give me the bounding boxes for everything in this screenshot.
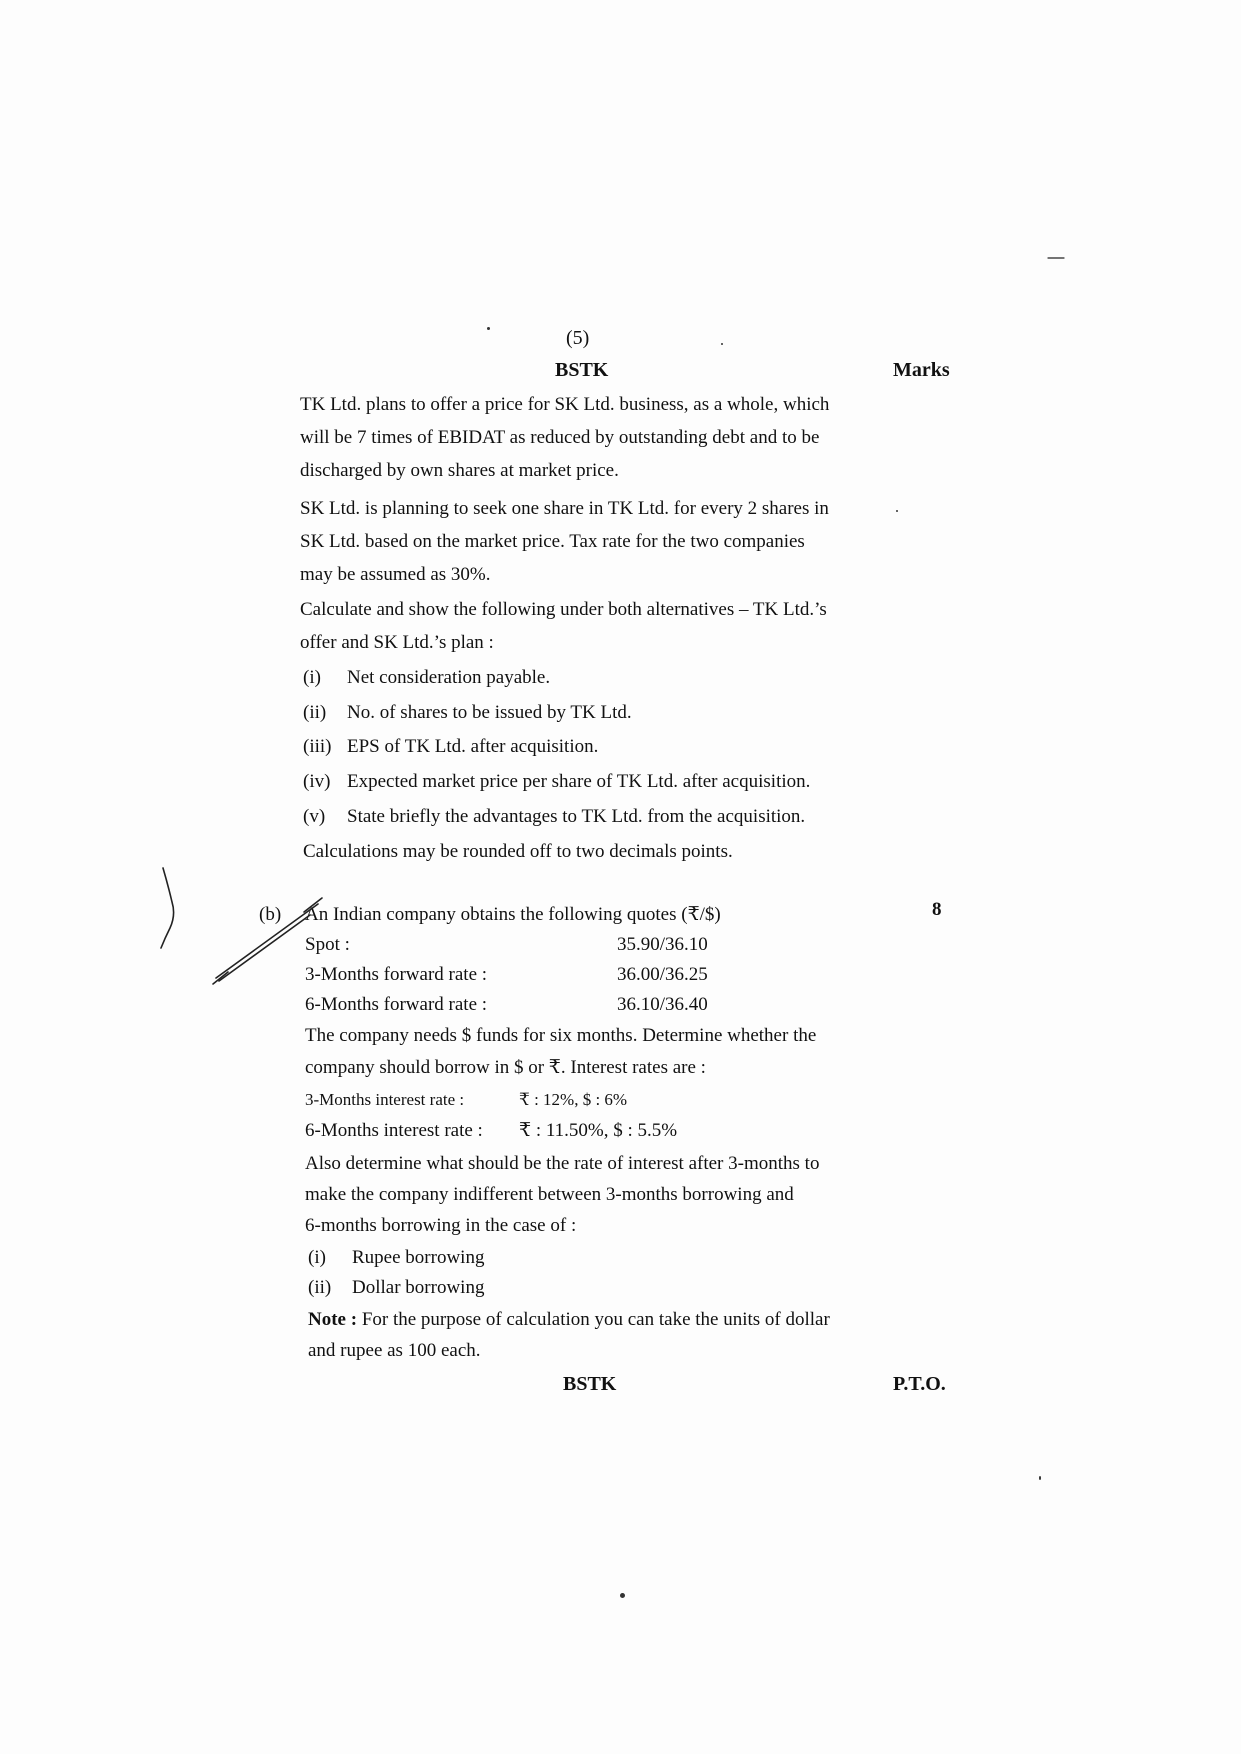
list-item-text: EPS of TK Ltd. after acquisition. — [347, 736, 599, 757]
list-item-number: (iv) — [303, 771, 331, 792]
note-text: For the purpose of calculation you can take the units of dollar — [361, 1309, 830, 1330]
paragraph-line: offer and SK Ltd.’s plan : — [300, 632, 494, 653]
paragraph-line: and rupee as 100 each. — [308, 1340, 481, 1361]
quote-label: 6-Months forward rate : — [305, 994, 488, 1015]
paragraph-line: discharged by own shares at market price. — [300, 460, 619, 481]
list-item-number: (ii) — [308, 1277, 332, 1298]
list-item-text: Dollar borrowing — [352, 1277, 485, 1298]
interest-value: ₹ : 12%, $ : 6% — [519, 1090, 628, 1109]
note-label: Note : — [308, 1309, 362, 1330]
list-item-number: (i) — [308, 1247, 326, 1268]
quote-value: 35.90/36.10 — [617, 934, 708, 955]
question-b-intro-text: An Indian company obtains the following quotes (₹/$) — [305, 904, 721, 925]
paragraph-line: will be 7 times of EBIDAT as reduced by outstanding debt and to be — [300, 427, 820, 448]
list-item-number: (i) — [303, 667, 321, 688]
paper-code-header: BSTK — [555, 359, 609, 381]
paragraph-line: Calculations may be rounded off to two decimals points. — [303, 841, 733, 862]
paragraph-line: TK Ltd. plans to offer a price for SK Ltd. business, as a whole, which — [300, 394, 830, 415]
interest-label: 3-Months interest rate : — [305, 1090, 465, 1109]
list-item-text: State briefly the advantages to TK Ltd. from the acquisition. — [347, 806, 806, 827]
paper-code-footer: BSTK — [563, 1373, 617, 1395]
paragraph-line: Calculate and show the following under both alternatives – TK Ltd.’s — [300, 599, 827, 620]
paragraph-line: SK Ltd. based on the market price. Tax rate for the two companies — [300, 531, 805, 552]
marks-value: 8 — [932, 899, 942, 920]
scan-speck — [896, 510, 898, 512]
question-label: (b) — [259, 904, 282, 925]
list-item-number: (ii) — [303, 702, 327, 723]
paragraph-line: 6-months borrowing in the case of : — [305, 1215, 577, 1236]
list-item-text: No. of shares to be issued by TK Ltd. — [347, 702, 632, 723]
list-item-number: (v) — [303, 806, 326, 827]
paragraph-line: SK Ltd. is planning to seek one share in TK Ltd. for every 2 shares in — [300, 498, 829, 519]
scan-speck — [487, 327, 490, 330]
list-item-text: Expected market price per share of TK Ltd. after acquisition. — [347, 771, 811, 792]
list-item-text: Net consideration payable. — [347, 667, 551, 688]
scan-speck — [620, 1593, 625, 1598]
quote-label: Spot : — [305, 934, 350, 955]
quote-value: 36.00/36.25 — [617, 964, 708, 985]
scan-speck — [1039, 1476, 1041, 1480]
paragraph-line: The company needs $ funds for six months. Determine whether the — [305, 1025, 817, 1046]
quote-value: 36.10/36.40 — [617, 994, 708, 1015]
pto-label: P.T.O. — [893, 1373, 946, 1395]
scan-speck — [721, 343, 723, 345]
quote-label: 3-Months forward rate : — [305, 964, 488, 985]
marks-heading: Marks — [893, 359, 950, 381]
interest-value: ₹ : 11.50%, $ : 5.5% — [519, 1120, 678, 1141]
paragraph-line: company should borrow in $ or ₹. Interest rates are : — [305, 1057, 706, 1078]
page-number: (5) — [566, 327, 590, 349]
list-item-text: Rupee borrowing — [352, 1247, 485, 1268]
interest-label: 6-Months interest rate : — [305, 1120, 483, 1141]
paragraph-line: Also determine what should be the rate of interest after 3-months to — [305, 1153, 820, 1174]
list-item-number: (iii) — [303, 736, 332, 757]
paragraph-line: make the company indifferent between 3-months borrowing and — [305, 1184, 794, 1205]
paragraph-line: may be assumed as 30%. — [300, 564, 491, 585]
